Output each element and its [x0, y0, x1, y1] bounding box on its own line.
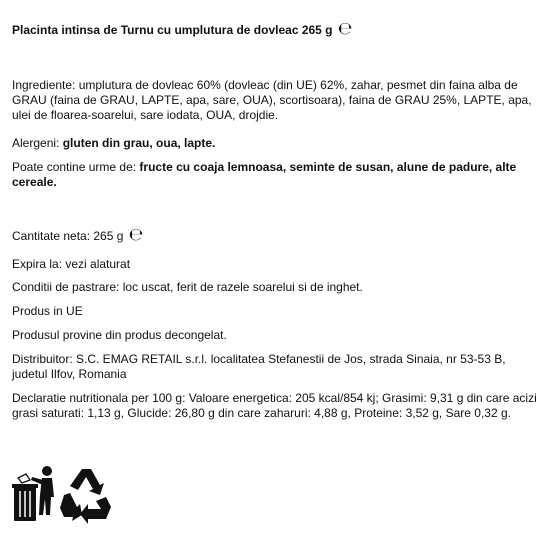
may-contain-label: Poate contine urme de: — [12, 160, 140, 174]
allergens-label: Alergeni: — [12, 136, 63, 150]
disposal-icons — [12, 465, 122, 525]
origin-text: Produs in UE — [12, 304, 83, 318]
expiry-text: Expira la: vezi alaturat — [12, 257, 131, 271]
may-contain-value: fructe cu coaja lemnoasa, seminte de susan, alune de padure, alte cereale. — [12, 160, 517, 189]
distributor-text: Distribuitor: S.C. EMAG RETAIL s.r.l. localitatea Stefanestii de Jos, strada Sinaia, nr 53-53 B, judetul Ilfov, Romania — [12, 352, 506, 381]
nutrition-text: Declaratie nutritionala per 100 g: Valoare energetica: 205 kcal/854 kj; Grasimi: 9,31 g din care acizi grasi saturati: 1,13 g, Glucide: 26,80 g din care zaharuri: 4,88 g, Proteine: 3,52 g, Sare 0,32 g. — [12, 391, 537, 420]
net-quantity-line — [12, 225, 538, 245]
allergens-value: gluten din grau, oua, lapte. — [62, 136, 216, 150]
tidyman-bin-icon — [12, 466, 54, 521]
allergens-line — [12, 136, 538, 151]
net-quantity-text: Cantitate neta: 265 g — [12, 229, 124, 243]
ingredients-text: Ingrediente: umplutura de dovleac 60% (dovleac (din UE) 62%, zahar, pesmet din faina alba de GRAU (faina de GRAU, LAPTE, apa, sare, OUA), scortisoara), faina de GRAU 25%, LAPTE, apa, ulei de floarea-soarelui, sare iodata, OUA, drojdie. — [12, 78, 532, 122]
recycle-icon — [60, 469, 111, 524]
thawed-text: Produsul provine din produs decongelat. — [12, 328, 227, 342]
product-title-text: Placinta intinsa de Turnu cu umplutura de dovleac 265 g — [12, 23, 333, 37]
net-quantity-estimated-sign: ℮ — [128, 225, 144, 245]
may-contain-line — [12, 160, 538, 190]
estimated-sign: ℮ — [337, 19, 353, 39]
product-title — [12, 19, 353, 39]
storage-text: Conditii de pastrare: loc uscat, ferit de razele soarelui si de inghet. — [12, 280, 363, 294]
